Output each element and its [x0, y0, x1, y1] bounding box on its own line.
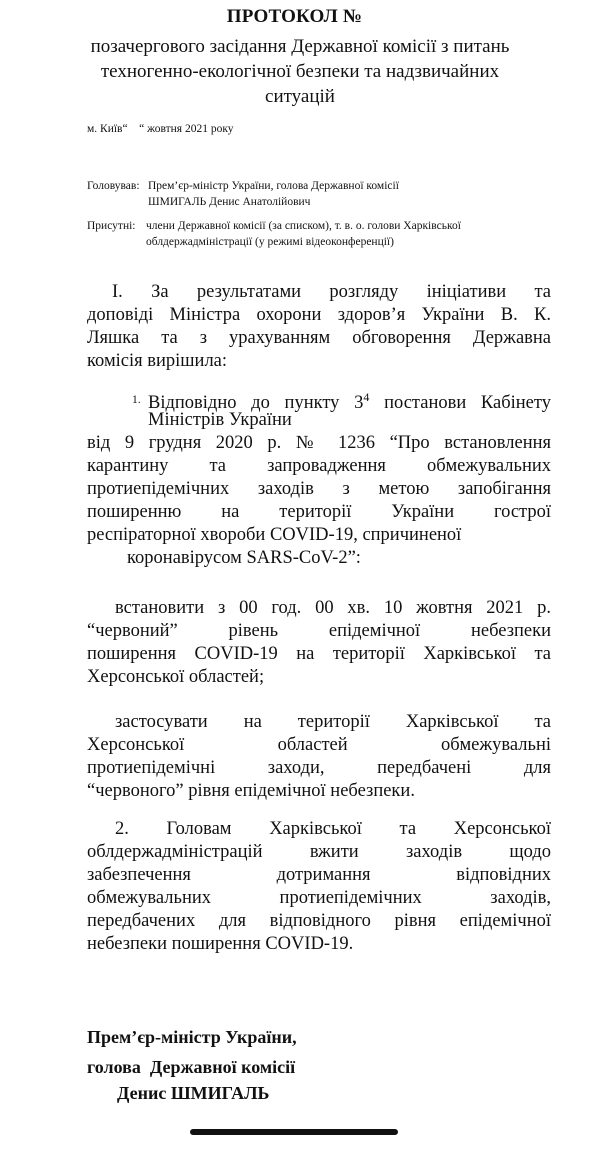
- section-1-intro: [87, 281, 551, 373]
- item-1-text: Відповідно до пункту 3: [148, 393, 364, 414]
- paragraph-line: 2. Головам Харківської та Херсонської: [115, 819, 551, 839]
- paragraph-line: встановити з 00 год. 00 хв. 10 жовтня 2021 р.: [115, 598, 551, 618]
- signature-position: голова Державної комісії: [87, 1057, 296, 1077]
- paragraph-line: застосувати на території Харківської та: [115, 712, 551, 732]
- paragraph-line: Міністрів України: [148, 410, 292, 430]
- paragraph-line: “червоного” рівня епідемічної небезпеки.: [87, 781, 415, 801]
- paragraph-line: карантину та запровадження обмежувальних: [87, 456, 551, 476]
- paragraph-line: Херсонської областей;: [87, 667, 265, 687]
- present-line: облдержадміністрації (у режимі відеоконференції): [146, 236, 394, 248]
- present-line: члени Державної комісії (за списком), т. в. о. голови Харківської: [146, 220, 461, 232]
- paragraph-apply: [87, 711, 551, 803]
- chaired-line: Прем’єр-міністр України, голова Державної комісії: [148, 180, 399, 192]
- paragraph-line: протиепідемічних заходів з метою запобігання: [87, 479, 551, 499]
- home-indicator[interactable]: [190, 1129, 398, 1135]
- paragraph-line: Херсонської областей обмежувальні: [87, 735, 551, 755]
- paragraph-line: респіраторної хвороби COVID-19, спричиненої: [87, 525, 462, 545]
- subtitle-line: позачергового засідання Державної комісії з питань: [90, 36, 510, 57]
- paragraph-line: передбачених для відповідного рівня епідемічної: [87, 911, 551, 931]
- item-1-body: [87, 409, 551, 570]
- place-date-line: [87, 121, 234, 137]
- paragraph-line: обмежувальних протиепідемічних заходів,: [87, 888, 551, 908]
- paragraph-line: доповіді Міністра охорони здоров’я України В. К.: [87, 305, 551, 325]
- subtitle-line: ситуацій: [265, 86, 335, 107]
- item-1-number: 1.: [132, 394, 141, 406]
- paragraph-line: коронавірусом SARS-CoV-2”:: [127, 548, 361, 568]
- chaired-line: ШМИГАЛЬ Денис Анатолійович: [148, 196, 311, 208]
- chaired-label: Головував:: [87, 180, 140, 192]
- paragraph-line: “червоний” рівень епідемічної небезпеки: [87, 621, 551, 641]
- paragraph-establish: [87, 597, 551, 689]
- paragraph-line: облдержадміністрацій вжити заходів щодо: [87, 842, 551, 862]
- paragraph-line: забезпечення дотримання відповідних: [87, 865, 551, 885]
- place: м. Київ: [87, 123, 123, 135]
- chaired-text: [148, 178, 488, 210]
- document-title: ПРОТОКОЛ №: [226, 6, 363, 27]
- signature-name: Денис ШМИГАЛЬ: [117, 1083, 270, 1103]
- paragraph-line: протиепідемічні заходи, передбачені для: [87, 758, 551, 778]
- present-text: [146, 218, 551, 250]
- item-2: [87, 818, 551, 956]
- signature-title: Прем’єр-міністр України,: [87, 1027, 297, 1047]
- paragraph-line: від 9 грудня 2020 р. № 1236 “Про встановлення: [87, 433, 551, 453]
- paragraph-line: комісія вирішила:: [87, 351, 228, 371]
- item-1-text: постанови Кабінету: [384, 393, 551, 414]
- subtitle-line: техногенно-екологічної безпеки та надзвичайних: [100, 61, 500, 82]
- paragraph-line: поширення COVID-19 на території Харківської та: [87, 644, 551, 664]
- date-quotes: “ “: [122, 123, 145, 135]
- paragraph-line: Ляшка та з урахуванням обговорення Державна: [87, 328, 551, 348]
- paragraph-line: I. За результатами розгляду ініціативи та: [112, 282, 551, 302]
- superscript: 4: [363, 390, 370, 404]
- document-subtitle: [60, 34, 540, 109]
- date: жовтня 2021 року: [147, 123, 234, 135]
- present-label: Присутні:: [87, 220, 136, 232]
- paragraph-line: поширенню на території України гострої: [87, 502, 551, 522]
- paragraph-line: небезпеки поширення COVID-19.: [87, 934, 354, 954]
